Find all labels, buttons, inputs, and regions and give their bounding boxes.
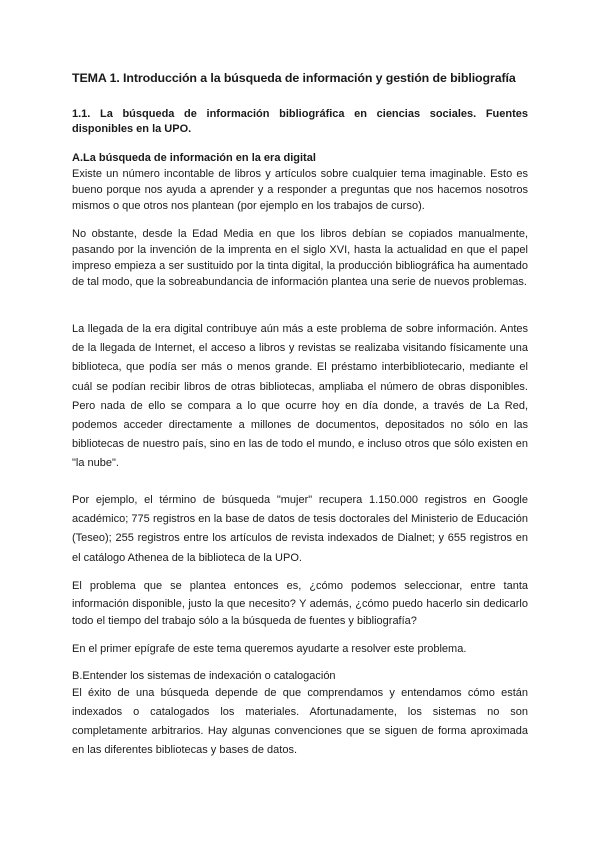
paragraph: El problema que se plantea entonces es, ¿cómo podemos seleccionar, entre tanta información disponible, justo la que necesito? Y además, ¿cómo puedo hacerlo sin dedicarlo todo el tiempo del trabajo sólo a la búsqueda de fuentes y bibliografía? [72, 580, 528, 627]
paragraph: Por ejemplo, el término de búsqueda "mujer" recupera 1.150.000 registros en Google académico; 775 registros en la base de datos de tesis doctorales del Ministerio de Educación (Teseo); 255 registros entre los artículos de revista indexados de Dialnet; y 655 registros en el catálogo Athenea de la biblioteca de la UPO. [72, 494, 528, 564]
paragraph: Existe un número incontable de libros y artículos sobre cualquier tema imaginable. Esto es bueno porque nos ayuda a aprender y a responder a preguntas que nos hacemos nosotros mismos o que otros nos plantean (por ejemplo en los trabajos de curso). [72, 168, 528, 212]
section-a-heading: A.La búsqueda de información en la era digital [72, 152, 316, 164]
section-b-heading: B.Entender los sistemas de indexación o catalogación [72, 670, 336, 682]
paragraph: No obstante, desde la Edad Media en que los libros debían se copiados manualmente, pasando por la invención de la imprenta en el siglo XVI, hasta la actualidad en que el papel impreso empieza a ser sustituido por la tinta digital, la producción bibliográfica ha aumentado de tal modo, que la sobreabundancia de información plantea una serie de nuevos problemas. [72, 228, 528, 288]
page-title: TEMA 1. Introducción a la búsqueda de información y gestión de bibliografía [72, 71, 516, 85]
paragraph: En el primer epígrafe de este tema queremos ayudarte a resolver este problema. [72, 643, 467, 655]
paragraph: La llegada de la era digital contribuye aún más a este problema de sobre información. Antes de la llegada de Internet, el acceso a libros y revistas se realizaba visitando físicamente una biblioteca, que podía ser más o menos grande. El préstamo interbibliotecario, mediante el cuál se podían recibir libros de otras bibliotecas, ampliaba el número de obras disponibles. Pero nada de ello se compara a lo que ocurre hoy en día donde, a través de La Red, podemos acceder directamente a millones de documentos, depositados no sólo en las bibliotecas de nuestro país, sino en las de todo el mundo, e incluso otros que sólo existen en "la nube". [72, 323, 528, 470]
section-subtitle: 1.1. La búsqueda de información bibliográfica en ciencias sociales. Fuentes disponibles en la UPO. [72, 108, 528, 135]
paragraph: El éxito de una búsqueda depende de que comprendamos y entendamos cómo están indexados o catalogados los materiales. Afortunadamente, los sistemas no son completamente arbitrarios. Hay algunas convenciones que se siguen de forma aproximada en las diferentes bibliotecas y bases de datos. [72, 687, 528, 756]
